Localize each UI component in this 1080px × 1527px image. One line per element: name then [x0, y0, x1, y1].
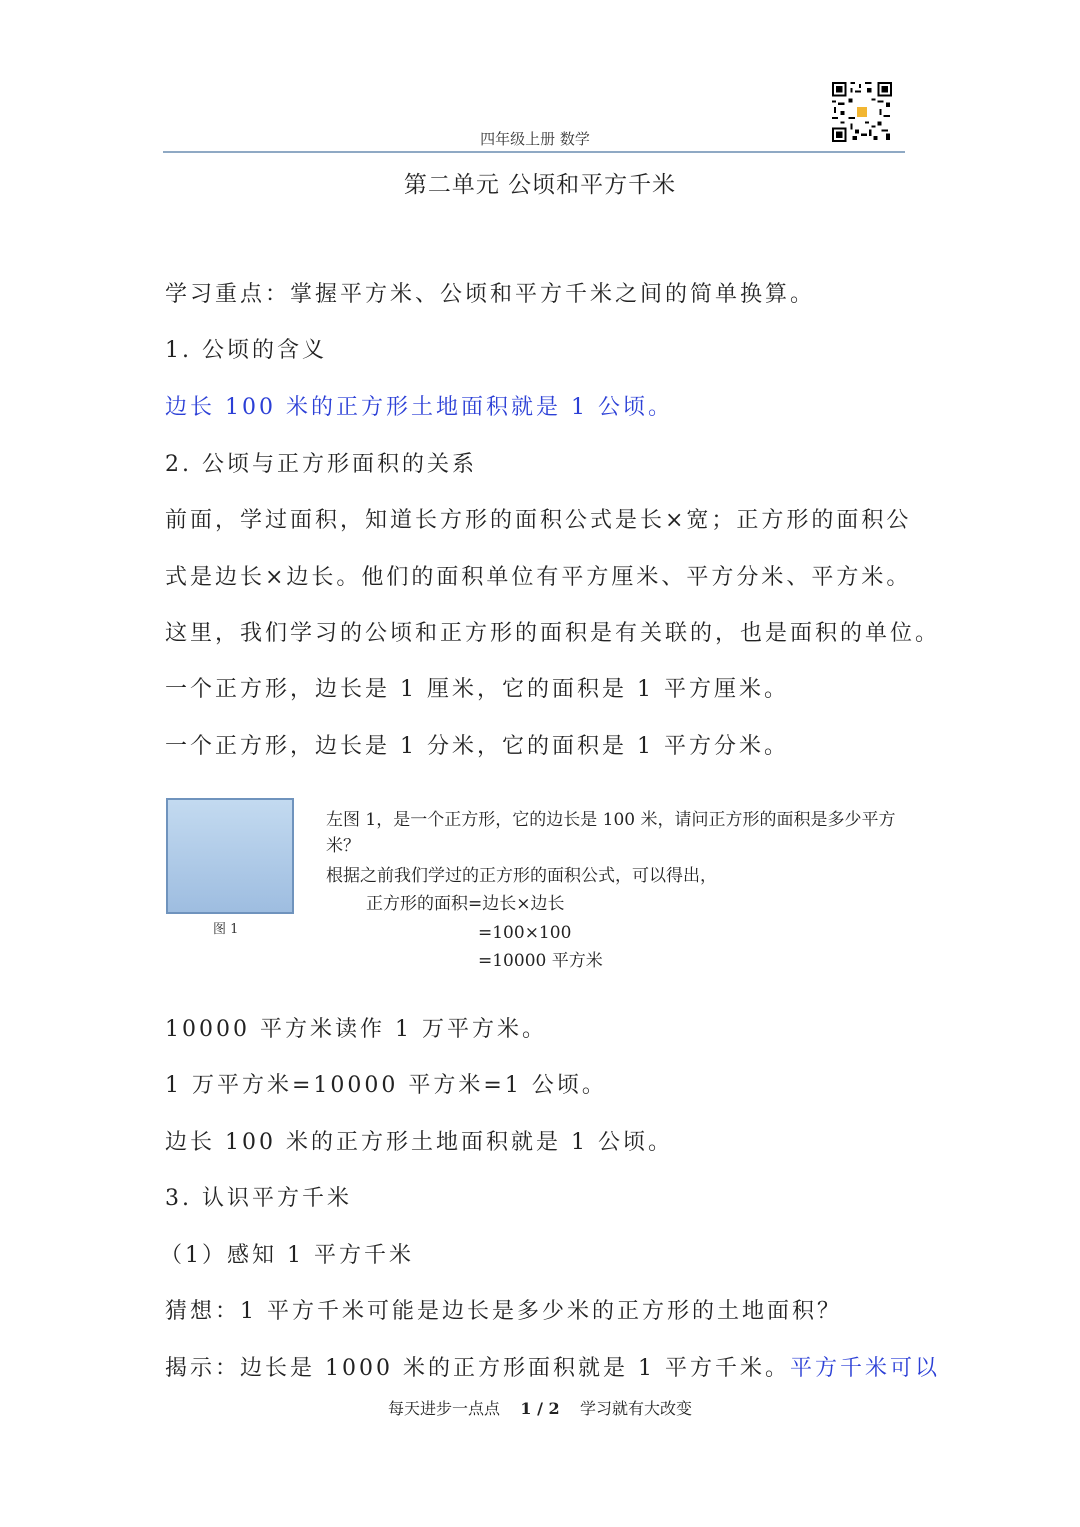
figure-question-cont: 米？ [326, 836, 360, 856]
paragraph-line: 10000 平方米读作 1 万平方米。 [165, 1017, 547, 1042]
square-figure [166, 798, 294, 914]
formula-line: =10000 平方米 [478, 951, 603, 971]
footer-right: 学习就有大改变 [579, 1399, 692, 1418]
paragraph-line [165, 1354, 940, 1384]
reveal-highlight: 平方千米可以 [789, 1356, 940, 1381]
section-2-heading: 2. 公顷与正方形面积的关系 [165, 452, 477, 477]
header-subject: 四年级上册 数学 [480, 130, 590, 148]
paragraph-line: 1 万平方米=10000 平方米=1 公顷。 [165, 1073, 607, 1098]
figure-reasoning: 根据之前我们学过的正方形的面积公式，可以得出， [326, 866, 717, 886]
figure-label: 图 1 [213, 922, 239, 937]
section-3-subheading: （1）感知 1 平方千米 [160, 1243, 414, 1268]
paragraph-line: 边长 100 米的正方形土地面积就是 1 公顷。 [165, 1130, 673, 1155]
footer-left: 每天进步一点点 [388, 1399, 501, 1418]
section-3-heading: 3. 认识平方千米 [165, 1186, 352, 1211]
formula-line: 正方形的面积=边长×边长 [366, 894, 565, 914]
paragraph-line: 一个正方形，边长是 1 厘米，它的面积是 1 平方厘米。 [165, 677, 789, 702]
paragraph-line: 这里，我们学习的公顷和正方形的面积是有关联的，也是面积的单位。 [165, 621, 941, 646]
paragraph-line: 式是边长×边长。他们的面积单位有平方厘米、平方分米、平方米。 [165, 565, 912, 590]
section-1-heading: 1. 公顷的含义 [165, 338, 327, 363]
figure-question: 左图 1，是一个正方形，它的边长是 100 米，请问正方形的面积是多少平方 [326, 810, 896, 830]
paragraph-line: 前面，学过面积，知道长方形的面积公式是长×宽；正方形的面积公 [165, 508, 912, 533]
page-number: 1 / 2 [520, 1399, 560, 1418]
paragraph-line: 一个正方形，边长是 1 分米，它的面积是 1 平方分米。 [165, 734, 789, 759]
paragraph-line: 猜想：1 平方千米可能是边长是多少米的正方形的土地面积？ [165, 1299, 842, 1324]
formula-line: =100×100 [478, 923, 572, 943]
key-point: 学习重点：掌握平方米、公顷和平方千米之间的简单换算。 [165, 282, 816, 307]
page-footer [0, 1396, 1080, 1419]
page-title: 第二单元 公顷和平方千米 [403, 172, 677, 198]
hectare-definition: 边长 100 米的正方形土地面积就是 1 公顷。 [165, 395, 673, 420]
header-divider [163, 151, 905, 153]
reveal-text: 揭示：边长是 1000 米的正方形面积就是 1 平方千米。 [165, 1356, 790, 1381]
